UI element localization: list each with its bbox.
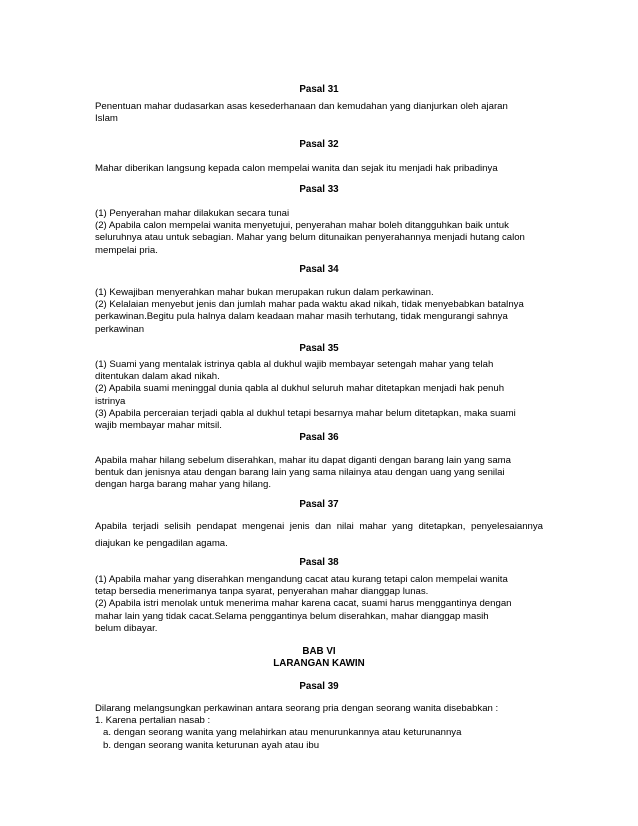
pasal-36-heading: Pasal 36 <box>299 432 339 443</box>
pasal-38-heading: Pasal 38 <box>299 557 339 568</box>
pasal-39-heading: Pasal 39 <box>299 681 339 692</box>
pasal-33-heading: Pasal 33 <box>299 184 339 195</box>
pasal-35-text: (1) Suami yang mentalak istrinya qabla al dukhul wajib membayar setengah mahar yang telah ditentukan dalam akad nikah. (2) Apabila suami meninggal dunia qabla al dukhul seluruh mahar ditetapkan menjadi hak penuh istrinya (3) Apabila perceraian terjadi qabla al dukhul tetapi besarnya mahar belum ditetapkan, maka suami wajib membayar mahar mitsil. <box>95 359 516 432</box>
bab-title: LARANGAN KAWIN <box>273 658 365 669</box>
pasal-39-text: Dilarang melangsungkan perkawinan antara seorang pria dengan seorang wanita disebabkan : 1. Karena pertalian nasab : a. dengan seorang wanita yang melahirkan atau menurunkannya atau keturunannya b. dengan seorang wanita keturunan ayah atau ibu <box>95 703 499 751</box>
pasal-33-text: (1) Penyerahan mahar dilakukan secara tunai (2) Apabila calon mempelai wanita menyetujui, penyerahan mahar boleh ditangguhkan baik untuk seluruhnya atau untuk sebagian. Mahar yang belum ditunaikan penyerahannya menjadi hutang calon mempelai pria. <box>95 208 525 256</box>
pasal-37-text: Apabila terjadi selisih pendapat mengenai jenis dan nilai mahar yang ditetapkan, penyelesaiannya diajukan ke pengadilan agama. <box>95 521 543 549</box>
pasal-35-heading: Pasal 35 <box>299 343 339 354</box>
pasal-37-heading: Pasal 37 <box>299 499 339 510</box>
pasal-31-heading: Pasal 31 <box>299 84 339 95</box>
pasal-31-text: Penentuan mahar dudasarkan asas kesederhanaan dan kemudahan yang dianjurkan oleh ajaran Islam <box>95 101 508 125</box>
pasal-32-heading: Pasal 32 <box>299 139 339 150</box>
bab-number: BAB VI <box>302 646 336 657</box>
pasal-34-text: (1) Kewajiban menyerahkan mahar bukan merupakan rukun dalam perkawinan. (2) Kelalaian menyebut jenis dan jumlah mahar pada waktu akad nikah, tidak menyebabkan batalnya perkawinan.Begitu pula halnya dalam keadaan mahar masih terhutang, tidak mengurangi sahnya perkawinan <box>95 287 524 335</box>
pasal-38-text: (1) Apabila mahar yang diserahkan mengandung cacat atau kurang tetapi calon mempelai wanita tetap bersedia menerimanya tanpa syarat, penyerahan mahar dianggap lunas. (2) Apabila istri menolak untuk menerima mahar karena cacat, suami harus menggantinya dengan mahar lain yang tidak cacat.Selama penggantinya belum diserahkan, mahar dianggap masih belum dibayar. <box>95 574 512 634</box>
pasal-34-heading: Pasal 34 <box>299 264 339 275</box>
pasal-36-text: Apabila mahar hilang sebelum diserahkan, mahar itu dapat diganti dengan barang lain yang sama bentuk dan jenisnya atau dengan barang lain yang sama nilainya atau dengan uang yang senilai dengan harga barang mahar yang hilang. <box>95 455 512 491</box>
pasal-32-text: Mahar diberikan langsung kepada calon mempelai wanita dan sejak itu menjadi hak pribadinya <box>95 163 498 174</box>
